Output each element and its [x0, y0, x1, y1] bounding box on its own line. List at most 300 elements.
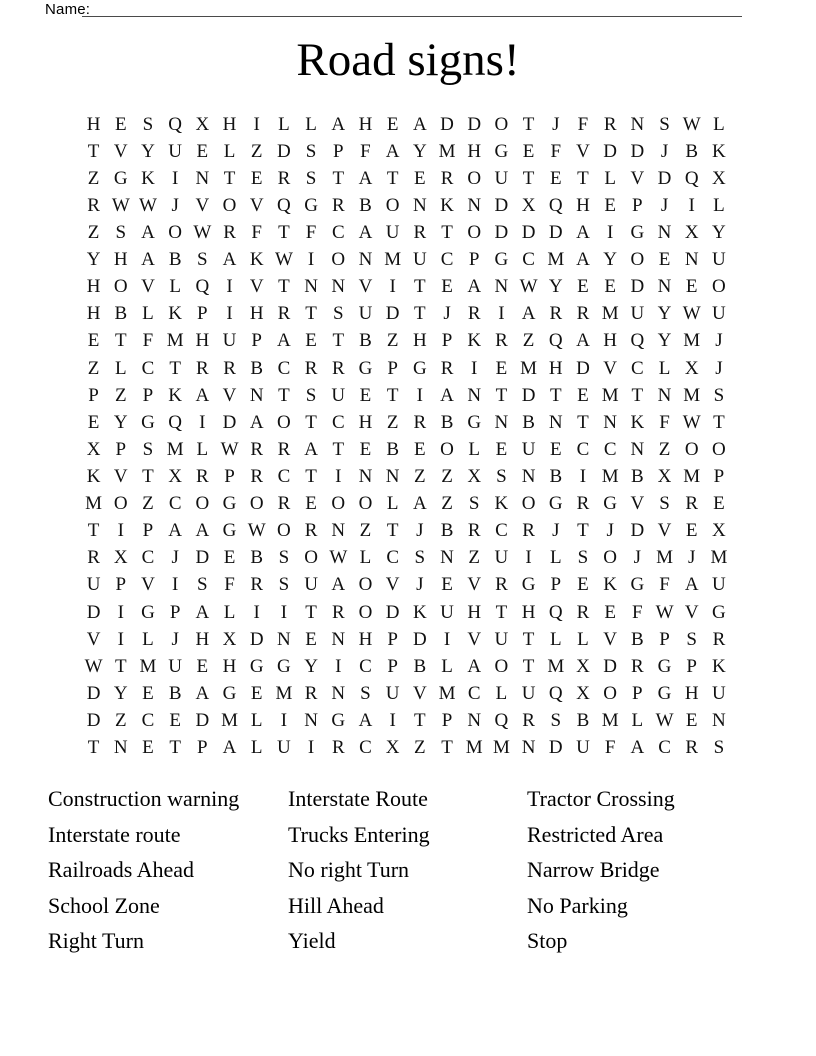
grid-letter: V — [195, 194, 210, 216]
grid-letter: Q — [630, 330, 645, 352]
grid-letter: E — [441, 276, 453, 298]
grid-letter: T — [169, 737, 181, 759]
grid-letter: P — [169, 601, 181, 623]
grid-letter: P — [659, 628, 670, 650]
grid-letter: U — [494, 167, 509, 189]
grid-letter: E — [495, 438, 508, 460]
grid-letter: I — [335, 655, 342, 677]
grid-letter: R — [331, 601, 345, 623]
grid-letter: L — [658, 357, 671, 379]
grid-letter: J — [715, 330, 723, 352]
grid-row — [80, 572, 733, 599]
grid-letter: M — [139, 655, 157, 677]
grid-letter: M — [601, 709, 619, 731]
grid-letter: M — [520, 357, 538, 379]
grid-letter: C — [141, 357, 155, 379]
grid-letter: D — [412, 628, 427, 650]
word-list-item: No Parking — [527, 892, 628, 918]
word-list-item: Trucks Entering — [288, 821, 430, 847]
grid-letter: T — [522, 113, 535, 135]
grid-letter: P — [632, 682, 643, 704]
grid-letter: E — [250, 167, 263, 189]
grid-letter: Z — [87, 221, 100, 243]
grid-letter: E — [414, 167, 426, 189]
grid-letter: T — [223, 167, 236, 189]
grid-letter: G — [548, 493, 563, 515]
grid-letter: I — [389, 709, 396, 731]
grid-letter: T — [87, 520, 100, 542]
grid-letter: E — [114, 113, 127, 135]
grid-letter: M — [547, 655, 565, 677]
grid-letter: T — [631, 384, 644, 406]
grid-letter: J — [552, 520, 560, 542]
grid-letter: R — [631, 655, 644, 677]
grid-letter: T — [414, 709, 426, 731]
word-list-item: Yield — [288, 928, 336, 954]
grid-letter: Q — [195, 276, 210, 298]
grid-letter: T — [142, 465, 154, 487]
grid-letter: P — [115, 574, 127, 596]
grid-letter: P — [197, 737, 208, 759]
grid-letter: Z — [386, 330, 399, 352]
word-list-item: Right Turn — [48, 928, 144, 954]
grid-letter: M — [166, 438, 184, 460]
grid-letter: L — [169, 276, 181, 298]
grid-row — [80, 463, 733, 490]
grid-letter: A — [467, 276, 482, 298]
grid-letter: N — [195, 167, 210, 189]
grid-letter: L — [305, 113, 317, 135]
grid-letter: F — [224, 574, 235, 596]
grid-row — [80, 274, 733, 301]
grid-letter: U — [494, 628, 509, 650]
grid-letter: Y — [712, 221, 726, 243]
grid-letter: J — [715, 357, 723, 379]
grid-letter: W — [655, 709, 674, 731]
grid-letter: N — [603, 411, 618, 433]
grid-letter: E — [305, 628, 317, 650]
grid-letter: I — [335, 465, 342, 487]
grid-letter: N — [412, 194, 427, 216]
grid-letter: K — [168, 384, 183, 406]
grid-letter: E — [685, 709, 698, 731]
grid-letter: N — [467, 709, 482, 731]
grid-letter: M — [710, 547, 728, 569]
grid-row — [80, 518, 733, 545]
grid-letter: I — [498, 303, 505, 325]
grid-letter: D — [521, 384, 536, 406]
grid-letter: U — [630, 303, 645, 325]
grid-letter: E — [305, 330, 317, 352]
grid-letter: G — [494, 140, 509, 162]
grid-letter: A — [684, 574, 699, 596]
grid-letter: C — [331, 411, 345, 433]
grid-letter: V — [141, 276, 155, 298]
grid-letter: T — [332, 167, 345, 189]
grid-letter: E — [142, 737, 154, 759]
grid-letter: B — [549, 465, 563, 487]
grid-letter: S — [142, 113, 154, 135]
grid-letter: X — [712, 520, 726, 542]
grid-letter: P — [387, 655, 398, 677]
grid-letter: N — [440, 547, 454, 569]
puzzle-title: Road signs! — [296, 34, 520, 86]
grid-letter: Z — [87, 167, 100, 189]
grid-letter: R — [196, 357, 209, 379]
grid-letter: U — [358, 303, 373, 325]
grid-row — [80, 707, 733, 734]
grid-letter: W — [329, 547, 348, 569]
grid-letter: O — [684, 438, 699, 460]
grid-letter: H — [195, 628, 210, 650]
grid-letter: H — [467, 140, 482, 162]
grid-letter: H — [113, 249, 128, 271]
grid-letter: O — [494, 113, 509, 135]
grid-letter: I — [117, 601, 124, 623]
grid-letter: O — [249, 493, 264, 515]
grid-letter: E — [87, 330, 100, 352]
grid-letter: S — [659, 113, 670, 135]
grid-letter: E — [441, 574, 453, 596]
grid-letter: L — [359, 547, 372, 569]
grid-letter: H — [222, 113, 237, 135]
grid-letter: F — [632, 601, 643, 623]
grid-letter: M — [547, 249, 565, 271]
grid-letter: X — [521, 194, 536, 216]
grid-letter: R — [331, 357, 345, 379]
grid-letter: K — [467, 330, 482, 352]
grid-letter: T — [441, 737, 453, 759]
grid-letter: C — [359, 737, 372, 759]
grid-letter: D — [86, 601, 101, 623]
grid-letter: V — [657, 520, 672, 542]
grid-letter: O — [603, 682, 618, 704]
grid-letter: P — [142, 384, 154, 406]
grid-letter: H — [412, 330, 427, 352]
grid-letter: A — [331, 113, 346, 135]
grid-letter: N — [657, 384, 672, 406]
grid-letter: T — [278, 221, 290, 243]
grid-letter: H — [222, 655, 237, 677]
grid-letter: N — [467, 384, 482, 406]
grid-letter: W — [655, 601, 674, 623]
grid-letter: N — [331, 682, 346, 704]
grid-letter: W — [193, 221, 212, 243]
grid-letter: U — [712, 249, 726, 271]
grid-letter: D — [440, 113, 454, 135]
grid-letter: S — [278, 574, 290, 596]
grid-letter: H — [603, 330, 618, 352]
grid-letter: A — [249, 411, 264, 433]
grid-row — [80, 545, 733, 572]
grid-letter: R — [304, 682, 318, 704]
grid-letter: G — [657, 682, 672, 704]
grid-letter: A — [358, 709, 373, 731]
grid-letter: Z — [468, 547, 481, 569]
grid-letter: F — [142, 330, 154, 352]
grid-letter: T — [87, 737, 100, 759]
grid-letter: W — [519, 276, 538, 298]
grid-letter: L — [250, 709, 263, 731]
grid-letter: T — [332, 438, 345, 460]
word-list-item: Narrow Bridge — [527, 857, 660, 883]
grid-letter: W — [682, 303, 701, 325]
grid-letter: Q — [548, 330, 563, 352]
grid-letter: C — [359, 655, 372, 677]
grid-letter: S — [577, 547, 589, 569]
grid-letter: I — [280, 709, 288, 731]
grid-letter: A — [222, 249, 237, 271]
grid-letter: T — [169, 357, 181, 379]
grid-letter: O — [712, 276, 726, 298]
grid-letter: K — [86, 465, 101, 487]
grid-letter: B — [168, 682, 182, 704]
grid-letter: O — [630, 249, 645, 271]
word-list-item: Interstate route — [48, 821, 181, 847]
grid-letter: T — [305, 303, 317, 325]
grid-letter: E — [386, 113, 399, 135]
grid-letter: L — [386, 493, 399, 515]
grid-letter: X — [576, 655, 590, 677]
grid-letter: Z — [414, 465, 426, 487]
grid-letter: E — [577, 574, 589, 596]
grid-letter: H — [358, 113, 373, 135]
grid-letter: E — [142, 682, 154, 704]
grid-letter: P — [251, 330, 262, 352]
grid-letter: D — [385, 601, 400, 623]
grid-letter: P — [632, 194, 643, 216]
grid-letter: L — [549, 628, 562, 650]
grid-letter: D — [195, 547, 210, 569]
grid-letter: Y — [548, 276, 563, 298]
grid-letter: B — [359, 194, 372, 216]
grid-letter: R — [250, 438, 264, 460]
grid-letter: B — [114, 303, 128, 325]
grid-letter: N — [521, 465, 536, 487]
grid-letter: D — [195, 709, 210, 731]
grid-letter: G — [222, 493, 237, 515]
grid-letter: Q — [277, 194, 291, 216]
grid-letter: H — [195, 330, 210, 352]
grid-letter: I — [416, 384, 423, 406]
grid-letter: S — [305, 384, 317, 406]
grid-letter: V — [113, 140, 128, 162]
grid-letter: I — [525, 547, 532, 569]
grid-letter: T — [522, 628, 535, 650]
grid-letter: U — [440, 601, 454, 623]
grid-letter: J — [171, 628, 179, 650]
grid-letter: A — [521, 303, 536, 325]
grid-row — [80, 301, 733, 328]
grid-letter: X — [222, 628, 237, 650]
grid-letter: E — [250, 682, 263, 704]
grid-letter: D — [657, 167, 672, 189]
word-list-item: Hill Ahead — [288, 892, 384, 918]
grid-letter: J — [416, 520, 424, 542]
grid-letter: C — [495, 520, 508, 542]
grid-letter: L — [604, 167, 616, 189]
grid-letter: B — [413, 655, 427, 677]
grid-letter: J — [633, 547, 642, 569]
grid-letter: I — [253, 113, 260, 135]
grid-letter: L — [713, 194, 725, 216]
grid-letter: H — [86, 113, 101, 135]
grid-letter: S — [197, 574, 208, 596]
grid-row — [80, 355, 733, 382]
grid-letter: T — [87, 140, 100, 162]
grid-letter: P — [332, 140, 344, 162]
grid-letter: I — [117, 628, 124, 650]
grid-letter: L — [223, 601, 236, 623]
grid-letter: W — [139, 194, 157, 216]
grid-letter: G — [141, 411, 155, 433]
grid-letter: K — [630, 411, 645, 433]
grid-letter: D — [494, 221, 509, 243]
grid-letter: C — [440, 249, 454, 271]
grid-letter: F — [251, 221, 262, 243]
grid-letter: E — [685, 520, 698, 542]
grid-letter: D — [576, 357, 590, 379]
grid-letter: N — [277, 628, 291, 650]
grid-letter: I — [199, 411, 206, 433]
grid-letter: V — [684, 601, 699, 623]
grid-letter: T — [114, 330, 127, 352]
grid-row — [80, 436, 733, 463]
grid-letter: P — [441, 330, 453, 352]
grid-row — [80, 626, 733, 653]
grid-letter: P — [387, 357, 398, 379]
grid-letter: Y — [412, 140, 427, 162]
grid-letter: H — [467, 601, 482, 623]
grid-letter: M — [166, 330, 184, 352]
grid-letter: N — [630, 438, 645, 460]
grid-letter: Z — [114, 384, 127, 406]
grid-letter: V — [630, 167, 645, 189]
grid-letter: R — [467, 520, 481, 542]
grid-letter: X — [113, 547, 128, 569]
grid-letter: W — [274, 249, 293, 271]
grid-letter: C — [658, 737, 671, 759]
grid-letter: I — [117, 520, 124, 542]
word-list-item: Construction warning — [48, 786, 240, 811]
grid-letter: A — [304, 438, 318, 460]
grid-letter: Z — [359, 520, 372, 542]
grid-row — [80, 328, 733, 355]
grid-letter: U — [494, 547, 509, 569]
grid-letter: M — [656, 547, 673, 569]
grid-letter: T — [577, 520, 589, 542]
grid-row — [80, 409, 733, 436]
grid-letter: N — [494, 276, 509, 298]
word-list — [0, 781, 816, 971]
grid-letter: E — [685, 276, 698, 298]
grid-letter: I — [307, 249, 315, 271]
grid-letter: X — [657, 465, 672, 487]
grid-letter: G — [521, 574, 536, 596]
grid-letter: Y — [657, 303, 672, 325]
grid-letter: I — [226, 276, 233, 298]
grid-letter: S — [550, 709, 562, 731]
grid-letter: N — [304, 276, 318, 298]
grid-letter: A — [576, 221, 590, 243]
grid-letter: Y — [603, 249, 618, 271]
grid-letter: H — [86, 276, 101, 298]
grid-letter: P — [686, 655, 697, 677]
grid-letter: O — [467, 221, 482, 243]
grid-letter: G — [222, 682, 237, 704]
grid-letter: U — [331, 384, 346, 406]
grid-letter: E — [359, 384, 372, 406]
grid-letter: S — [197, 249, 208, 271]
grid-letter: U — [277, 737, 291, 759]
grid-letter: K — [603, 574, 618, 596]
grid-letter: L — [468, 438, 481, 460]
grid-letter: J — [171, 194, 179, 216]
grid-letter: X — [684, 357, 699, 379]
word-search-grid — [80, 111, 733, 762]
word-list-item: Stop — [527, 928, 568, 954]
grid-row — [80, 491, 733, 518]
grid-letter: A — [412, 493, 427, 515]
grid-letter: Q — [548, 601, 563, 623]
grid-letter: B — [631, 465, 644, 487]
grid-letter: V — [249, 194, 264, 216]
grid-letter: T — [522, 167, 535, 189]
grid-letter: R — [440, 167, 454, 189]
grid-letter: N — [712, 709, 726, 731]
grid-letter: U — [385, 221, 400, 243]
grid-letter: R — [331, 194, 345, 216]
grid-letter: G — [412, 357, 427, 379]
grid-letter: R — [331, 737, 345, 759]
grid-letter: I — [171, 167, 179, 189]
grid-letter: F — [604, 737, 616, 759]
grid-letter: D — [249, 628, 264, 650]
grid-letter: K — [440, 194, 454, 216]
grid-letter: T — [386, 384, 399, 406]
grid-letter: Y — [113, 682, 128, 704]
grid-letter: U — [521, 438, 536, 460]
grid-letter: N — [684, 249, 699, 271]
grid-letter: B — [576, 709, 590, 731]
grid-letter: T — [713, 411, 725, 433]
grid-letter: U — [168, 140, 183, 162]
grid-letter: R — [685, 737, 699, 759]
grid-row — [80, 382, 733, 409]
grid-letter: J — [606, 520, 614, 542]
grid-letter: R — [250, 574, 264, 596]
grid-letter: I — [253, 601, 260, 623]
grid-letter: T — [305, 601, 317, 623]
grid-letter: T — [414, 276, 426, 298]
grid-letter: D — [86, 709, 101, 731]
grid-letter: H — [358, 628, 373, 650]
grid-letter: G — [331, 709, 346, 731]
grid-letter: R — [277, 303, 291, 325]
grid-letter: B — [522, 411, 535, 433]
grid-letter: L — [223, 140, 236, 162]
grid-letter: V — [603, 628, 618, 650]
grid-letter: G — [630, 221, 645, 243]
grid-letter: M — [221, 709, 238, 731]
grid-letter: C — [386, 547, 399, 569]
grid-letter: I — [171, 574, 179, 596]
grid-letter: S — [414, 547, 426, 569]
word-list-item: Interstate Route — [288, 786, 428, 811]
grid-letter: O — [385, 194, 400, 216]
grid-letter: A — [195, 601, 210, 623]
grid-letter: S — [496, 465, 507, 487]
